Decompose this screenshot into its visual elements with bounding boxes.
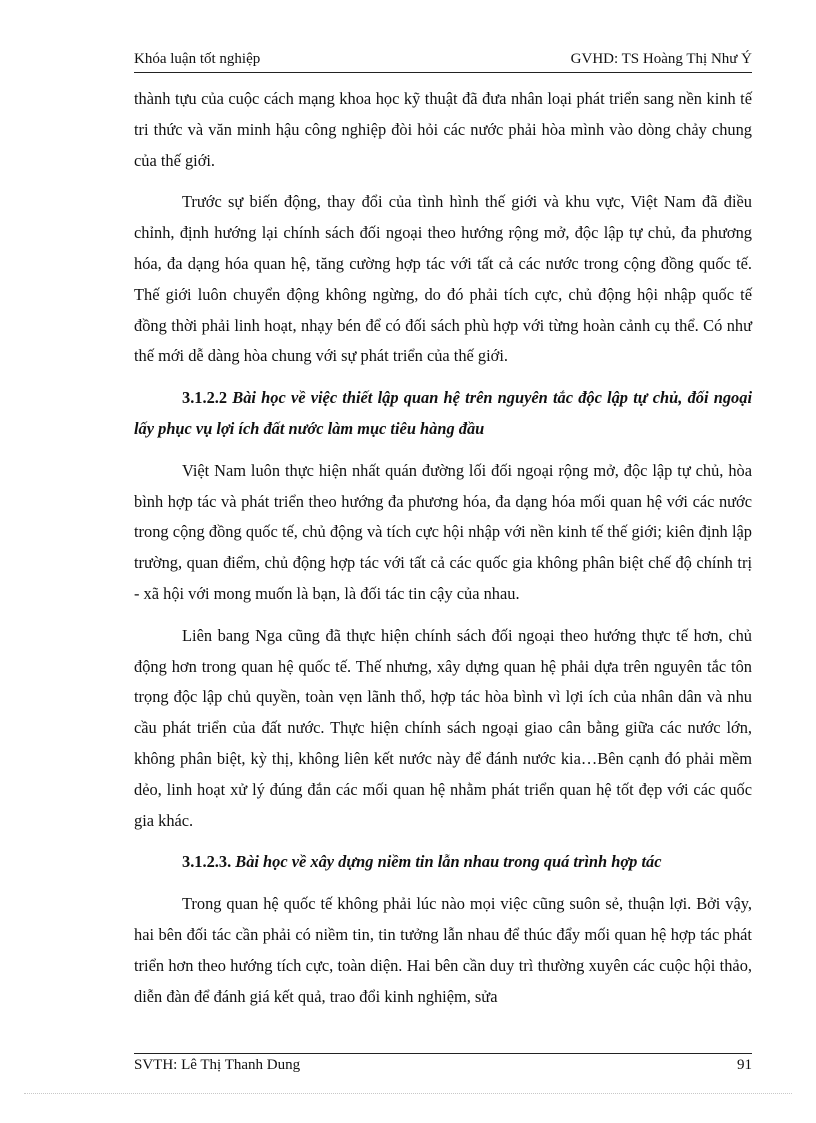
header-supervisor: GVHD: TS Hoàng Thị Như Ý bbox=[570, 51, 752, 67]
section-heading-3-1-2-3 bbox=[134, 847, 752, 878]
section-number: 3.1.2.3. bbox=[182, 852, 232, 872]
paragraph: Liên bang Nga cũng đã thực hiện chính sách đối ngoại theo hướng thực tế hơn, chủ động hơn trong quan hệ quốc tế. Thế nhưng, xây dựng quan hệ phải dựa trên nguyên tắc tôn trọng độc lập chủ quyền, toàn vẹn lãnh thổ, hợp tác hòa bình vì lợi ích của nhân dân và nhu cầu phát triển của đất nước. Thực hiện chính sách ngoại giao cân bằng giữa các nước lớn, không phân biệt, kỳ thị, không liên kết nước này để đánh nước kia…Bên cạnh đó phải mềm dẻo, linh hoạt xử lý đúng đắn các mối quan hệ nhằm phát triển quan hệ tốt đẹp với các quốc gia khác. bbox=[134, 625, 752, 830]
paragraph: Trước sự biến động, thay đổi của tình hình thế giới và khu vực, Việt Nam đã điều chỉnh, định hướng lại chính sách đối ngoại theo hướng rộng mở, độc lập tự chủ, đa phương hóa, đa dạng hóa quan hệ, tăng cường hợp tác với tất cả các nước trong cộng đồng quốc tế. Thế giới luôn chuyển động không ngừng, do đó phải tích cực, chủ động hội nhập quốc tế đồng thời phải linh hoạt, nhạy bén để có đối sách phù hợp với từng hoàn cảnh cụ thể. Có như thế mới dễ dàng hòa chung với sự phát triển của thế giới. bbox=[134, 192, 752, 366]
paragraph: Trong quan hệ quốc tế không phải lúc nào mọi việc cũng suôn sẻ, thuận lợi. Bởi vậy, hai bên đối tác cần phải có niềm tin, tin tưởng lẫn nhau để thúc đẩy mối quan hệ hợp tác phát triển hơn theo hướng tích cực, toàn diện. Hai bên cần duy trì thường xuyên các cuộc hội thảo, diễn đàn để đánh giá kết quả, trao đổi kinh nghiệm, sửa bbox=[134, 894, 752, 1006]
page-header bbox=[134, 50, 752, 73]
header-thesis-label: Khóa luận tốt nghiệp bbox=[134, 51, 261, 67]
section-title: Bài học về xây dựng niềm tin lẫn nhau trong quá trình hợp tác bbox=[235, 852, 662, 872]
footer-student: SVTH: Lê Thị Thanh Dung bbox=[134, 1057, 301, 1073]
section-title: Bài học về việc thiết lập quan hệ trên nguyên tắc độc lập tự chủ, đối ngoại lấy phục vụ lợi ích đất nước làm mục tiêu hàng đầu bbox=[134, 388, 752, 438]
section-number: 3.1.2.2 bbox=[182, 388, 228, 408]
page-footer bbox=[134, 1053, 752, 1078]
section-heading-3-1-2-2 bbox=[134, 383, 752, 445]
paragraph: Việt Nam luôn thực hiện nhất quán đường lối đối ngoại rộng mở, độc lập tự chủ, hòa bình hợp tác và phát triển theo hướng đa phương hóa, đa dạng hóa mối quan hệ với các nước trong cộng đồng quốc tế, chủ động và tích cực hội nhập với nền kinh tế thế giới; kiên định lập trường, quan điểm, chủ động hợp tác với tất cả các quốc gia không phân biệt chế độ chính trị - xã hội với mong muốn là bạn, là đối tác tin cậy của nhau. bbox=[134, 460, 752, 603]
page-number: 91 bbox=[737, 1057, 752, 1073]
document-body bbox=[134, 84, 752, 1023]
page-edge-divider bbox=[24, 1093, 792, 1094]
paragraph-continuation: thành tựu của cuộc cách mạng khoa học kỹ thuật đã đưa nhân loại phát triển sang nền kinh tế tri thức và văn minh hậu công nghiệp đòi hỏi các nước phải hòa mình vào dòng chảy chung của thế giới. bbox=[134, 89, 752, 170]
